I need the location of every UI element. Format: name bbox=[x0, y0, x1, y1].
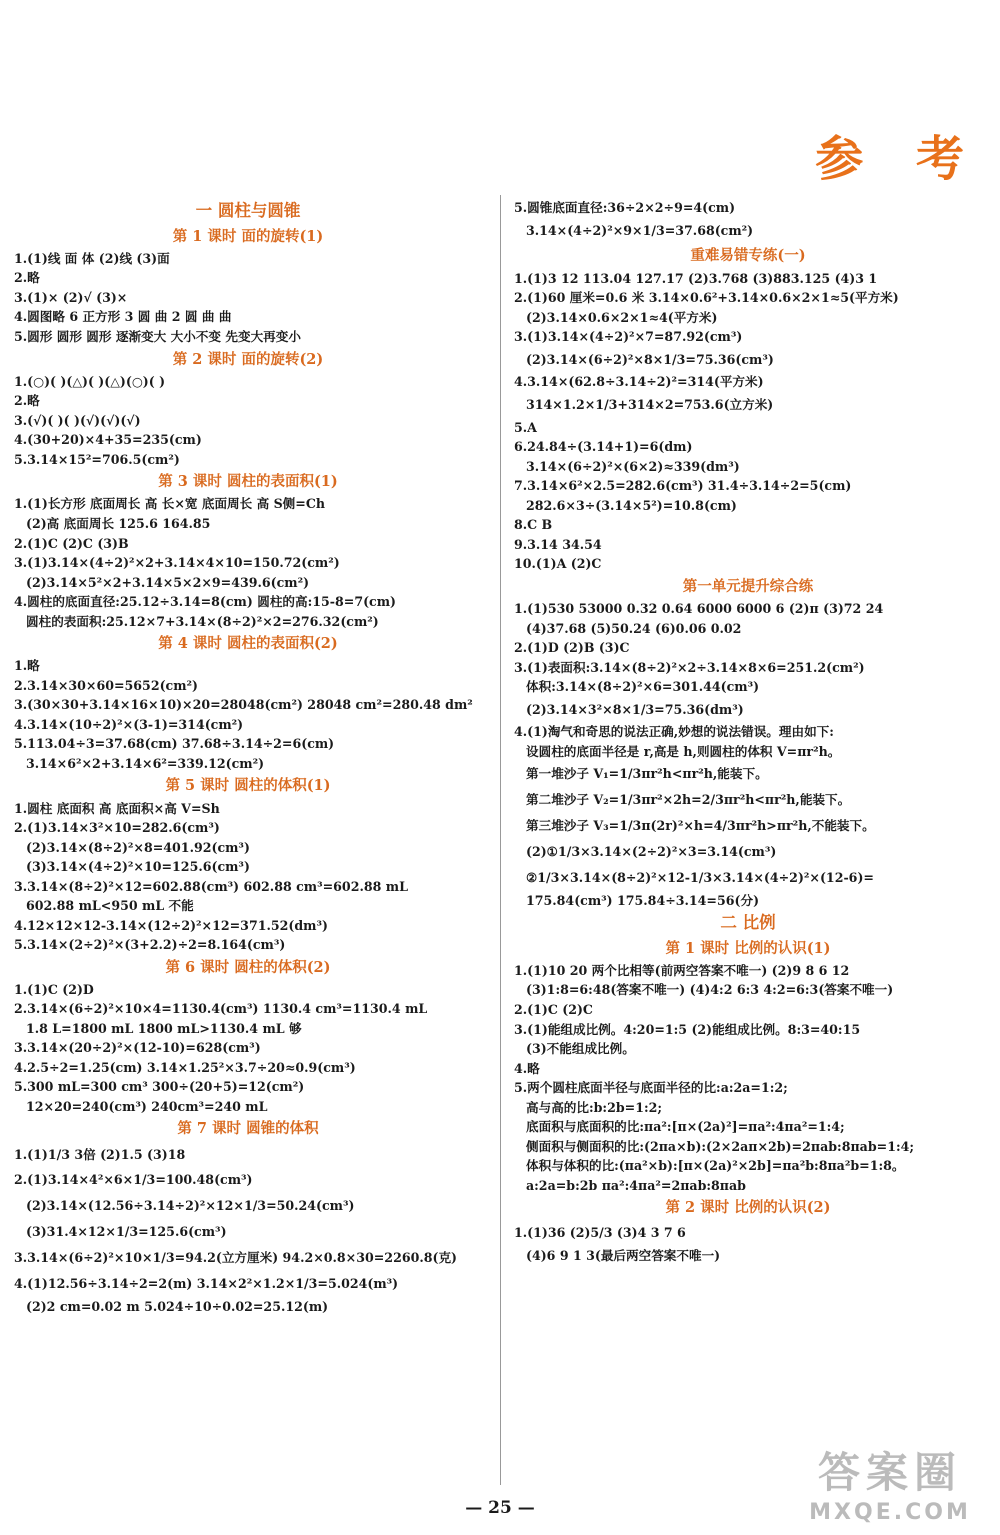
answer-line: 4.圆图略 6 正方形 3 圆 曲 2 圆 曲 曲 bbox=[14, 309, 232, 325]
answer-line: 第一堆沙子 V₁=1/3πr²h<πr²h,能装下。 bbox=[526, 766, 768, 782]
answer-line: 4.(1)淘气和奇思的说法正确,妙想的说法错误。理由如下: bbox=[514, 724, 834, 740]
answer-line: (2)高 底面周长 125.6 164.85 bbox=[26, 515, 211, 531]
answer-line: 5.113.04÷3=37.68(cm) 37.68÷3.14÷2=6(cm) bbox=[14, 736, 335, 752]
answer-line: 6.24.84÷(3.14+1)=6(dm) bbox=[514, 439, 693, 455]
answer-line: 2.(1)C (2)C bbox=[514, 1002, 593, 1017]
answer-line: (4)6 9 1 3(最后两空答案不唯一) bbox=[526, 1248, 721, 1264]
answer-line: 2.(1)60 厘米=0.6 米 3.14×0.6²+3.14×0.6×2×1≈5(平方米) bbox=[514, 290, 899, 306]
answer-line: 1.(1)1/3 3倍 (2)1.5 (3)18 bbox=[14, 1146, 186, 1162]
answer-line: (4)37.68 (5)50.24 (6)0.06 0.02 bbox=[526, 620, 742, 636]
answer-line: 5.3.14×15²=706.5(cm²) bbox=[14, 451, 180, 467]
answer-line: (2)3.14×0.6×2×1≈4(平方米) bbox=[526, 309, 718, 325]
answer-line: 3.14×(6÷2)²×(6×2)≈339(dm³) bbox=[526, 458, 740, 474]
section-heading: 第 3 课时 圆柱的表面积(1) bbox=[158, 473, 338, 491]
answer-line: 1.(1)长方形 底面周长 高 长×宽 底面周长 高 S侧=Ch bbox=[14, 496, 326, 512]
answer-line: 1.(1)36 (2)5/3 (3)4 3 7 6 bbox=[514, 1225, 686, 1241]
answer-line: 第三堆沙子 V₃=1/3π(2r)²×h=4/3πr²h>πr²h,不能装下。 bbox=[526, 818, 875, 834]
answer-line: (2)3.14×(8÷2)²×8=401.92(cm³) bbox=[26, 839, 250, 855]
answer-line: 2.略 bbox=[14, 270, 40, 286]
section-heading: 重难易错专练(一) bbox=[690, 247, 806, 265]
answer-line: (2)3.14×(6÷2)²×8×1/3=75.36(cm³) bbox=[526, 351, 774, 367]
answer-line: (3)3.14×(4÷2)²×10=125.6(cm³) bbox=[26, 859, 250, 875]
answer-line: 1.8 L=1800 mL 1800 mL>1130.4 mL 够 bbox=[26, 1020, 302, 1036]
answer-line: 3.(30×30+3.14×16×10)×20=28048(cm²) 28048 cm²=280.48 dm² bbox=[14, 697, 473, 713]
answer-line: (3)1:8=6:48(答案不唯一) (4)4:2 6:3 4:2=6:3(答案不唯一) bbox=[526, 982, 894, 998]
answer-line: 3.(1)能组成比例。4:20=1:5 (2)能组成比例。8:3=40:15 bbox=[514, 1021, 861, 1037]
section-heading: 第 5 课时 圆柱的体积(1) bbox=[165, 777, 331, 795]
answer-line: 282.6×3÷(3.14×5²)=10.8(cm) bbox=[526, 497, 737, 513]
answer-line: 2.(1)3.14×3²×10=282.6(cm³) bbox=[14, 820, 220, 836]
answer-line: 2.(1)C (2)C (3)B bbox=[14, 535, 129, 551]
answer-line: 3.14×6²×2+3.14×6²=339.12(cm²) bbox=[26, 755, 265, 771]
answer-line: 5.两个圆柱底面半径与底面半径的比:a:2a=1:2; bbox=[514, 1080, 788, 1096]
answer-line: 3.3.14×(8÷2)²×12=602.88(cm³) 602.88 cm³=602.88 mL bbox=[14, 878, 408, 894]
answer-line: 1.(○)( )(△)( )(△)(○)( ) bbox=[14, 373, 166, 389]
answer-line: 4.(1)12.56÷3.14÷2=2(m) 3.14×2²×1.2×1/3=5.024(m³) bbox=[14, 1275, 399, 1291]
answer-line: 4.略 bbox=[514, 1060, 540, 1076]
answer-line: 2.3.14×(6÷2)²×10×4=1130.4(cm³) 1130.4 cm³=1130.4 mL bbox=[14, 1001, 428, 1017]
answer-line: 第二堆沙子 V₂=1/3πr²×2h=2/3πr²h<πr²h,能装下。 bbox=[526, 792, 851, 808]
answer-line: 10.(1)A (2)C bbox=[514, 556, 602, 572]
section-heading: 第 4 课时 圆柱的表面积(2) bbox=[158, 635, 338, 653]
answer-line: 1.圆柱 底面积 高 底面积×高 V=Sh bbox=[14, 800, 220, 816]
answer-line: 3.(1)× (2)√ (3)× bbox=[14, 289, 128, 305]
answer-line: 2.略 bbox=[14, 393, 40, 409]
answer-line: 1.略 bbox=[14, 658, 40, 674]
answer-line: 3.3.14×(20÷2)²×(12-10)=628(cm³) bbox=[14, 1040, 261, 1056]
answer-line: 12×20=240(cm³) 240cm³=240 mL bbox=[26, 1098, 268, 1114]
answer-line: a:2a=b:2b πa²:4πa²=2πab:8πab bbox=[526, 1177, 746, 1193]
banner-title: 参 考 bbox=[815, 131, 982, 187]
answer-line: 5.圆锥底面直径:36÷2×2÷9=4(cm) bbox=[514, 200, 736, 215]
page-number: — 25 — bbox=[465, 1498, 535, 1518]
section-heading: 第 2 课时 比例的认识(2) bbox=[665, 1199, 831, 1217]
answer-line: 3.(√)( )( )(√)(√)(√) bbox=[14, 412, 141, 428]
answer-line: 4.3.14×(62.8÷3.14÷2)²=314(平方米) bbox=[514, 374, 764, 390]
section-heading: 第 2 课时 面的旋转(2) bbox=[172, 350, 324, 368]
answer-line: 5.圆形 圆形 圆形 逐渐变大 大小不变 先变大再变小 bbox=[14, 329, 301, 344]
section-heading: 一 圆柱与圆锥 bbox=[195, 201, 301, 220]
answer-line: 1.(1)线 面 体 (2)线 (3)面 bbox=[14, 250, 170, 266]
answer-line: 3.(1)表面积:3.14×(8÷2)²×2÷3.14×8×6=251.2(cm²) bbox=[514, 659, 865, 675]
section-heading: 第 1 课时 比例的认识(1) bbox=[665, 939, 831, 957]
answer-line: 8.C B bbox=[514, 517, 553, 533]
answer-line: (2)3.14×(12.56÷3.14÷2)²×12×1/3=50.24(cm³) bbox=[26, 1198, 355, 1214]
right-column bbox=[514, 198, 982, 1266]
answer-line: 1.(1)C (2)D bbox=[14, 981, 94, 997]
watermark-sub: MXQE.COM bbox=[809, 1500, 971, 1525]
answer-line: (2)①1/3×3.14×(2÷2)²×3=3.14(cm³) bbox=[526, 843, 777, 859]
section-heading: 第 6 课时 圆柱的体积(2) bbox=[165, 958, 331, 976]
answer-line: 1.(1)530 53000 0.32 0.64 6000 6000 6 (2)π (3)72 24 bbox=[514, 601, 884, 617]
answer-line: (2)2 cm=0.02 m 5.024÷10÷0.02=25.12(m) bbox=[26, 1298, 329, 1314]
answer-line: 175.84(cm³) 175.84÷3.14=56(分) bbox=[526, 892, 760, 908]
section-heading: 第 7 课时 圆锥的体积 bbox=[177, 1120, 319, 1138]
answer-line: 4.3.14×(10÷2)²×(3-1)=314(cm²) bbox=[14, 716, 244, 732]
answer-line: 1.(1)10 20 两个比相等(前两空答案不唯一) (2)9 8 6 12 bbox=[514, 962, 850, 978]
answer-line: 4.2.5÷2=1.25(cm) 3.14×1.25²×3.7÷20≈0.9(cm³) bbox=[14, 1059, 356, 1075]
column-divider bbox=[500, 195, 501, 1485]
answer-line: (2)3.14×5²×2+3.14×5×2×9=439.6(cm²) bbox=[26, 574, 310, 590]
answer-line: 体积:3.14×(8÷2)²×6=301.44(cm³) bbox=[526, 679, 760, 695]
left-column bbox=[14, 198, 482, 1316]
answer-line: 2.3.14×30×60=5652(cm²) bbox=[14, 677, 199, 693]
answer-line: 4.圆柱的底面直径:25.12÷3.14=8(cm) 圆柱的高:15-8=7(cm) bbox=[14, 594, 396, 610]
answer-line: 4.(30+20)×4+35=235(cm) bbox=[14, 432, 202, 448]
answer-line: 4.12×12×12-3.14×(12÷2)²×12=371.52(dm³) bbox=[14, 917, 328, 933]
answer-line: 5.300 mL=300 cm³ 300÷(20+5)=12(cm²) bbox=[14, 1079, 305, 1095]
answer-line: 设圆柱的底面半径是 r,高是 h,则圆柱的体积 V=πr²h。 bbox=[526, 743, 841, 759]
answer-line: 3.(1)3.14×(4÷2)²×2+3.14×4×10=150.72(cm²) bbox=[14, 555, 340, 571]
answer-line: 3.(1)3.14×(4÷2)²×7=87.92(cm³) bbox=[514, 329, 743, 345]
section-heading: 二 比例 bbox=[720, 913, 776, 933]
answer-line: (3)不能组成比例。 bbox=[526, 1041, 635, 1057]
answer-line: 602.88 mL<950 mL 不能 bbox=[26, 898, 194, 914]
section-heading: 第一单元提升综合练 bbox=[682, 577, 814, 595]
answer-line: ②1/3×3.14×(8÷2)²×12-1/3×3.14×(4÷2)²×(12-6)= bbox=[526, 869, 874, 885]
answer-line: 5.3.14×(2÷2)²×(3+2.2)÷2=8.164(cm³) bbox=[14, 937, 286, 953]
answer-line: 9.3.14 34.54 bbox=[514, 536, 602, 552]
answer-line: (3)31.4×12×1/3=125.6(cm³) bbox=[26, 1224, 227, 1240]
answer-line: 底面积与底面积的比:πa²:[π×(2a)²]=πa²:4πa²=1:4; bbox=[526, 1119, 845, 1135]
answer-line: 314×1.2×1/3+314×2=753.6(立方米) bbox=[526, 396, 774, 412]
answer-line: 体积与体积的比:(πa²×b):[π×(2a)²×2b]=πa²b:8πa²b=1:8。 bbox=[526, 1158, 905, 1174]
answer-line: 5.A bbox=[514, 419, 537, 435]
answer-line: 圆柱的表面积:25.12×7+3.14×(8÷2)²×2=276.32(cm²) bbox=[26, 613, 379, 629]
answer-line: 7.3.14×6²×2.5=282.6(cm³) 31.4÷3.14÷2=5(cm) bbox=[514, 478, 852, 494]
answer-line: 2.(1)3.14×4²×6×1/3=100.48(cm³) bbox=[14, 1172, 253, 1188]
answer-line: 1.(1)3 12 113.04 127.17 (2)3.768 (3)883.125 (4)3 1 bbox=[514, 270, 878, 286]
answer-line: 高与高的比:b:2b=1:2; bbox=[526, 1099, 663, 1115]
section-heading: 第 1 课时 面的旋转(1) bbox=[172, 227, 324, 245]
watermark-logo bbox=[790, 1440, 990, 1528]
answer-line: 3.14×(4÷2)²×9×1/3=37.68(cm²) bbox=[526, 222, 754, 238]
answer-line: 2.(1)D (2)B (3)C bbox=[514, 640, 630, 656]
answer-line: 3.3.14×(6÷2)²×10×1/3=94.2(立方厘米) 94.2×0.8×30=2260.8(克) bbox=[14, 1249, 458, 1265]
watermark-main: 答案圈 bbox=[817, 1448, 962, 1497]
answer-line: (2)3.14×3²×8×1/3=75.36(dm³) bbox=[526, 701, 744, 717]
answer-line: 侧面积与侧面积的比:(2πa×b):(2×2aπ×2b)=2πab:8πab=1:4; bbox=[526, 1138, 915, 1154]
